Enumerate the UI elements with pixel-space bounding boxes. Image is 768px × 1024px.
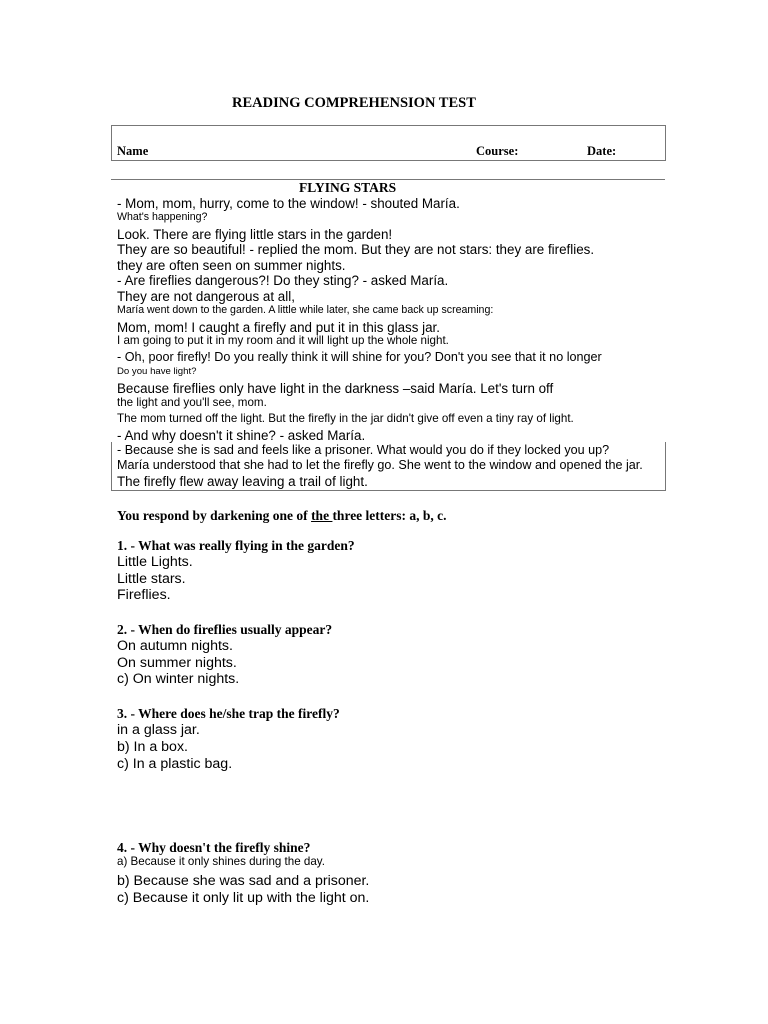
story-line: Mom, mom! I caught a firefly and put it in this glass jar. [117, 320, 440, 335]
story-line: - Are fireflies dangerous?! Do they sting? - asked María. [117, 273, 449, 288]
instructions: You respond by darkening one of the three letters: a, b, c. [117, 508, 447, 523]
question-1: 1. - What was really flying in the garden? [117, 538, 355, 553]
date-label: Date: [587, 144, 617, 158]
story-line: What's happening? [117, 211, 208, 223]
story-line: I am going to put it in my room and it will light up the whole night. [117, 334, 449, 347]
story-line: María went down to the garden. A little while later, she came back up screaming: [117, 304, 494, 316]
answer-option[interactable]: in a glass jar. [117, 722, 200, 738]
story-line: the light and you'll see, mom. [117, 396, 267, 409]
answer-option[interactable]: Little Lights. [117, 554, 193, 570]
answer-option[interactable]: On summer nights. [117, 655, 237, 671]
question-3: 3. - Where does he/she trap the firefly? [117, 706, 340, 721]
page-title: READING COMPREHENSION TEST [232, 95, 476, 111]
name-label: Name [117, 144, 149, 158]
answer-option[interactable]: On autumn nights. [117, 638, 233, 654]
story-line: They are not dangerous at all, [117, 289, 295, 304]
question-4: 4. - Why doesn't the firefly shine? [117, 840, 311, 855]
answer-option[interactable]: a) Because it only shines during the day. [117, 855, 325, 868]
answer-option[interactable]: c) Because it only lit up with the light on. [117, 890, 370, 906]
answer-option[interactable]: Little stars. [117, 571, 186, 587]
story-line: They are so beautiful! - replied the mom. But they are not stars: they are fireflies. [117, 242, 595, 257]
story-line: The mom turned off the light. But the firefly in the jar didn't give off even a tiny ray of light. [117, 412, 574, 425]
answer-option[interactable]: c) In a plastic bag. [117, 756, 233, 772]
answer-option[interactable]: Fireflies. [117, 587, 171, 603]
story-line: María understood that she had to let the firefly go. She went to the window and opened the jar. [117, 458, 643, 472]
story-line: - Oh, poor firefly! Do you really think it will shine for you? Don't you see that it no longer [117, 350, 602, 364]
story-line: - Because she is sad and feels like a prisoner. What would you do if they locked you up? [117, 443, 610, 457]
story-line: Look. There are flying little stars in the garden! [117, 227, 393, 242]
story-title: FLYING STARS [299, 180, 397, 195]
story-line: Because fireflies only have light in the darkness –said María. Let's turn off [117, 381, 554, 396]
story-line: The firefly flew away leaving a trail of light. [117, 474, 368, 489]
answer-option[interactable]: b) Because she was sad and a prisoner. [117, 873, 370, 889]
story-line: Do you have light? [117, 366, 197, 377]
answer-option[interactable]: c) On winter nights. [117, 671, 240, 687]
story-line: - And why doesn't it shine? - asked María. [117, 428, 366, 443]
question-2: 2. - When do fireflies usually appear? [117, 622, 333, 637]
student-info-box [111, 125, 666, 161]
course-label: Course: [476, 144, 519, 158]
answer-option[interactable]: b) In a box. [117, 739, 188, 755]
story-line: - Mom, mom, hurry, come to the window! - shouted María. [117, 196, 460, 211]
story-line: they are often seen on summer nights. [117, 258, 346, 273]
